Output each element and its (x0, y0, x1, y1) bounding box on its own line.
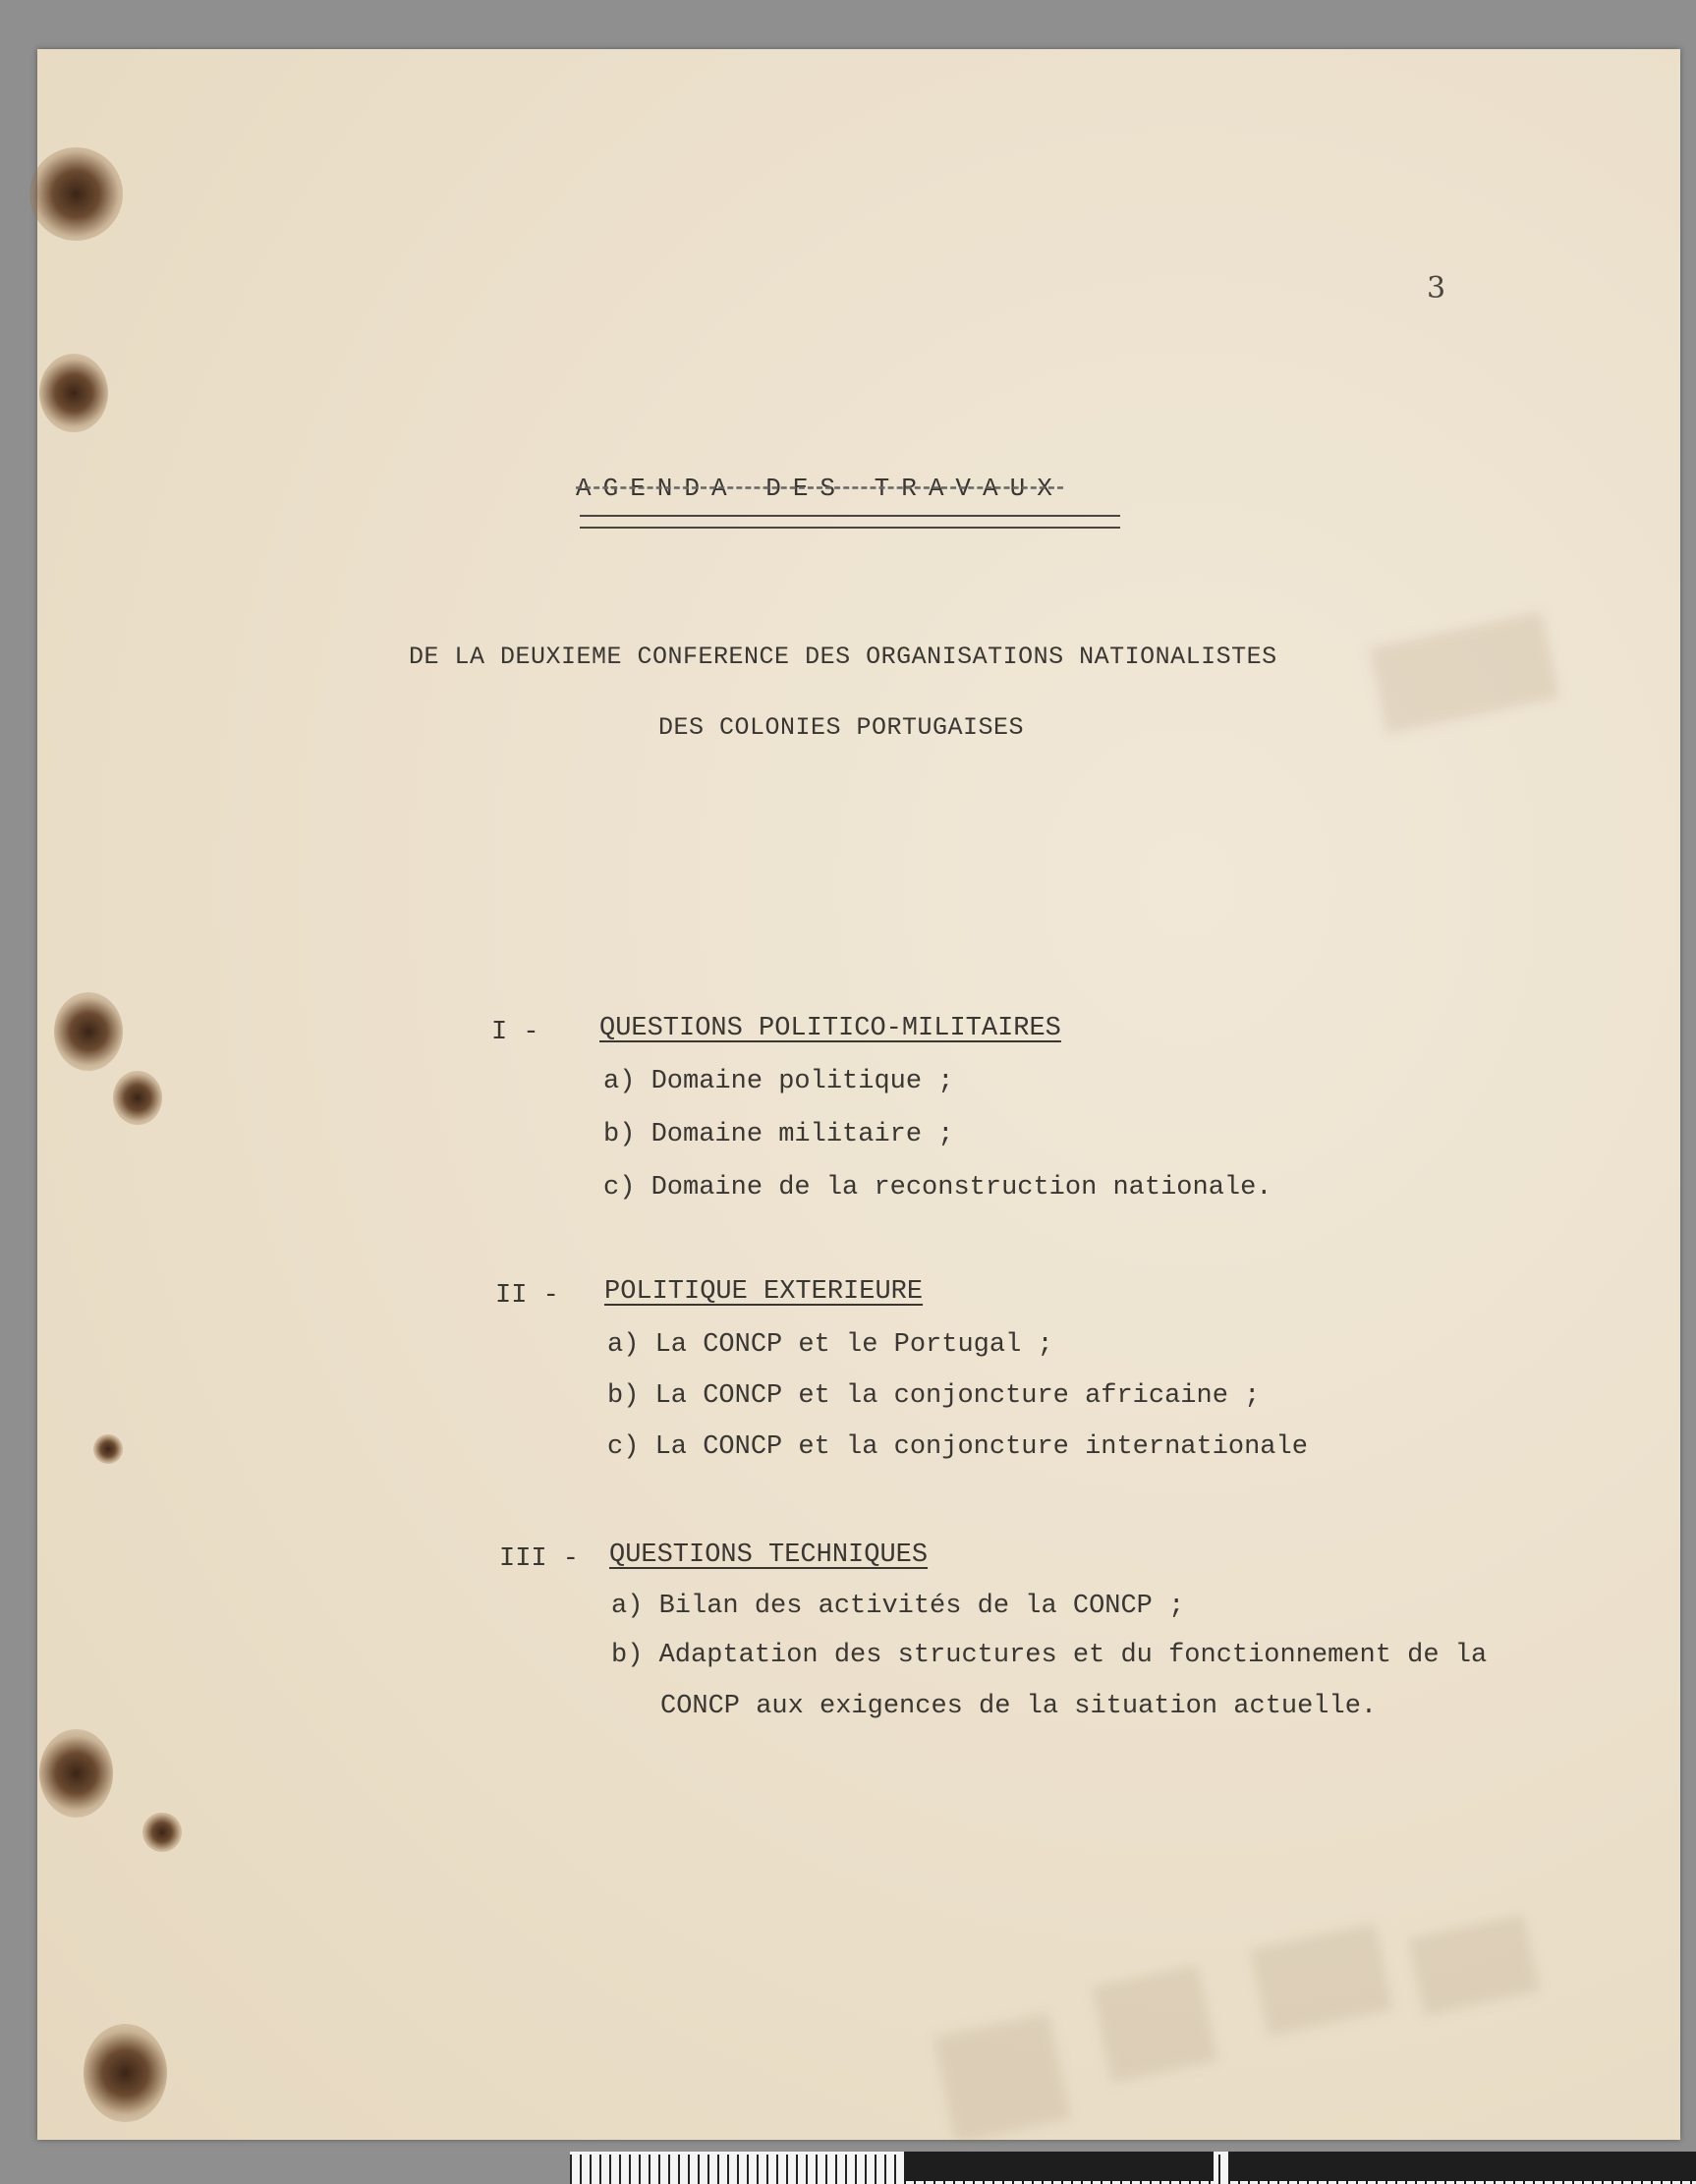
list-item: a) Domaine politique ; (603, 1067, 954, 1096)
list-item: b) La CONCP et la conjoncture africaine ; (607, 1381, 1261, 1411)
burn-stain (142, 1813, 182, 1852)
burn-stain (39, 354, 108, 432)
burn-stain (54, 992, 123, 1071)
section-numeral: I - (491, 1018, 539, 1047)
page-number: 3 (1427, 271, 1446, 306)
section-heading: QUESTIONS POLITICO-MILITAIRES (599, 1014, 1061, 1043)
burn-stain (93, 1434, 123, 1464)
list-item: CONCP aux exigences de la situation actuelle. (660, 1692, 1378, 1721)
list-item: b) Adaptation des structures et du fonctionnement de la (611, 1641, 1488, 1670)
list-item: b) Domaine militaire ; (603, 1120, 954, 1149)
section-heading: POLITIQUE EXTERIEURE (604, 1277, 924, 1307)
list-item: c) La CONCP et la conjoncture internationale (607, 1432, 1308, 1462)
section-heading: QUESTIONS TECHNIQUES (609, 1540, 929, 1570)
list-item: c) Domaine de la reconstruction nationale. (603, 1173, 1272, 1203)
scale-ruler-segment (904, 2152, 1214, 2181)
title-double-underline (580, 515, 1120, 529)
burn-stain (84, 2024, 167, 2122)
burn-stain (113, 1071, 162, 1125)
scale-ruler-segment (1228, 2152, 1696, 2181)
subtitle-line-1: DE LA DEUXIEME CONFERENCE DES ORGANISATIONS NATIONALISTES (409, 643, 1277, 671)
list-item: a) La CONCP et le Portugal ; (607, 1330, 1053, 1360)
list-item: a) Bilan des activités de la CONCP ; (611, 1592, 1185, 1621)
section-numeral: II - (495, 1281, 559, 1311)
page-title: AGENDA DES TRAVAUX (576, 474, 1064, 503)
burn-stain (39, 1729, 113, 1818)
burn-stain (29, 147, 123, 241)
subtitle-line-2: DES COLONIES PORTUGAISES (658, 713, 1025, 742)
section-numeral: III - (499, 1544, 580, 1574)
